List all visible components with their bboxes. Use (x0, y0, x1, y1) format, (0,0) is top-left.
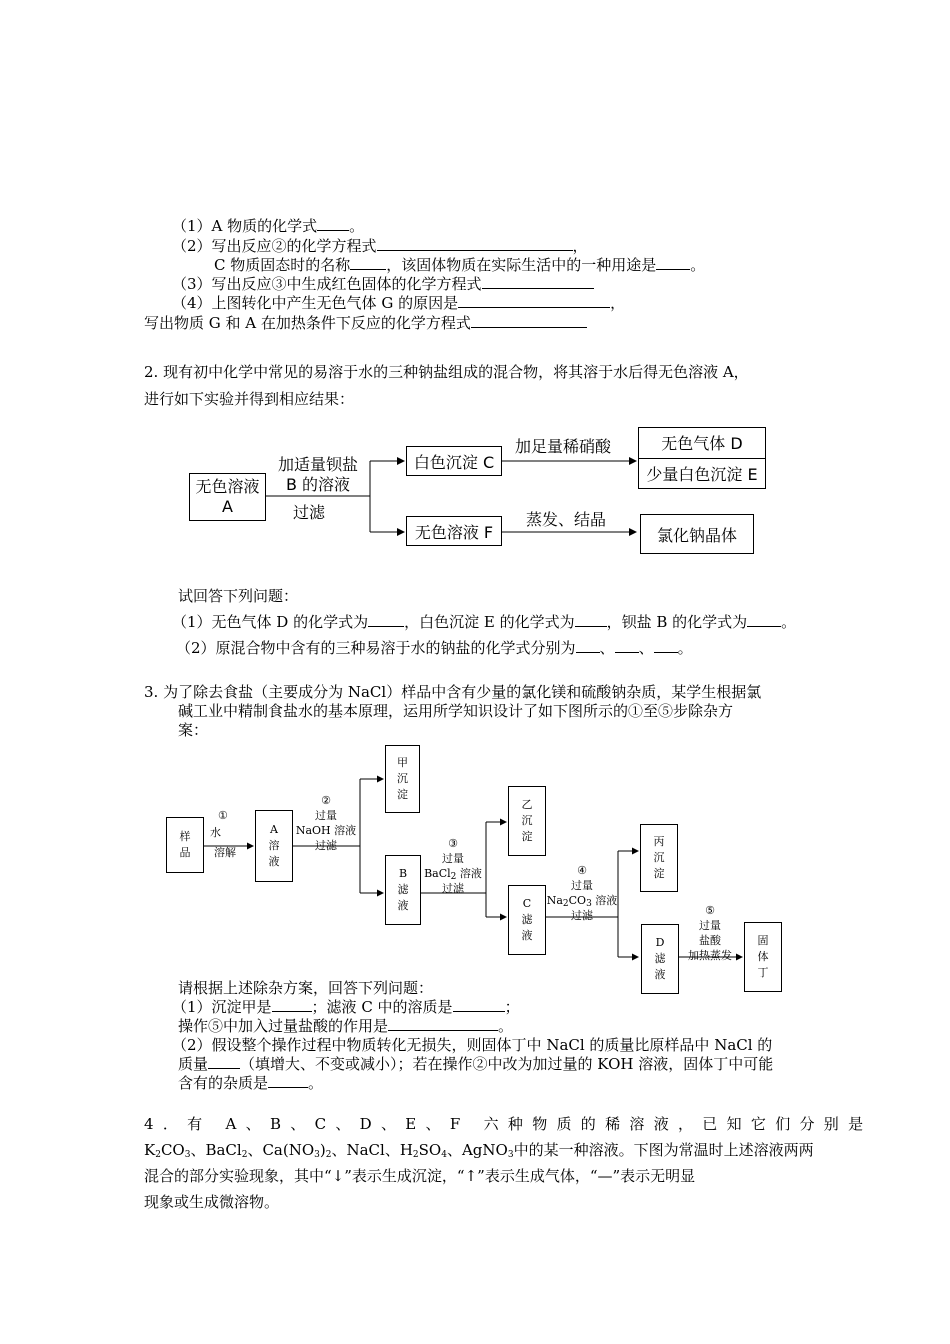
q1-line-4: （3）写出反应③中生成红色固体的化学方程式 (172, 274, 594, 294)
q3-ask: 请根据上述除杂方案，回答下列问题： (178, 979, 434, 997)
q2-intro-1: 2. 现有初中化学中常见的易溶于水的三种钠盐组成的混合物，将其溶于水后得无色溶液 A， (144, 363, 749, 381)
step-1-water: 水 (210, 826, 221, 839)
step-5-label: ⑤ 过量 盐酸 加热蒸发 (688, 904, 732, 962)
box-filtrate-c: C 滤 液 (508, 885, 546, 955)
box-sample: 样 品 (166, 817, 204, 873)
q3-intro-3: 案： (178, 721, 209, 739)
q1-line-2: （2）写出反应②的化学方程式 ， (172, 237, 588, 255)
answer-blank[interactable] (208, 1054, 240, 1069)
step-3-label: ③ 过量 BaCl$_2$ 溶液 过滤 (424, 837, 482, 895)
q2-ask: 试回答下列问题： (178, 587, 299, 605)
box-solution-a: 无色溶液 A (189, 473, 266, 521)
q1-line-5: （4）上图转化中产生无色气体 G 的原因是 ， (172, 294, 626, 312)
box-solution-a: A 溶 液 (255, 810, 293, 882)
q4-line-1: 4．有 A、B、C、D、E、F 六种物质的稀溶液，已知它们分别是 (144, 1115, 873, 1133)
box-precipitate-bing: 丙 沉 淀 (640, 824, 678, 892)
step-2-label: ② 过量 NaOH 溶液 过滤 (295, 794, 357, 852)
step-1-dissolve: 溶解 (214, 846, 236, 859)
q1-line-1: （1）A 物质的化学式 。 (172, 217, 365, 235)
q4-substance-list: $K_2CO_3$、BaCl$_2$、$Ca(NO_3)_2$、NaCl、$H_2SO_4$、AgNO$_3$ (144, 1141, 514, 1160)
step-4-label: ④ 过量 $Na_2CO_3$ 溶液 过滤 (546, 864, 618, 922)
box-sodium-chloride-crystal: 氯化钠晶体 (640, 514, 754, 554)
q2-part-1: （1）无色气体 D 的化学式为 ，白色沉淀 E 的化学式为 ，钡盐 B 的化学式为 。 (172, 613, 797, 631)
q3-part-1b: 操作⑤中加入过量盐酸的作用是 。 (178, 1017, 514, 1035)
q1-line-6: 写出物质 G 和 A 在加热条件下反应的化学方程式 (144, 313, 587, 333)
q2-part-2: （2）原混合物中含有的三种易溶于水的钠盐的化学式分别为 、 、 。 (176, 639, 693, 657)
q4-line-2: $K_2CO_3$、BaCl$_2$、$Ca(NO_3)_2$、NaCl、$H_2SO_4$、AgNO$_3$中的某一种溶液。下图为常温时上述溶液两两 (144, 1141, 814, 1160)
q2-intro-2: 进行如下实验并得到相应结果： (144, 390, 355, 408)
box-filtrate-d: D 滤 液 (641, 924, 679, 994)
q3-part-1: （1）沉淀甲是 ；滤液 C 中的溶质是 ； (172, 998, 520, 1016)
q1-line-3: C 物质固态时的名称 ，该固体物质在实际生活中的一种用途是 。 (214, 256, 706, 274)
step-add-barium-salt: 加适量钡盐 B 的溶液 (277, 455, 358, 494)
step-add-nitric-acid: 加足量稀硝酸 (514, 437, 611, 456)
answer-blank[interactable] (272, 997, 312, 1012)
q3-part-2c: 含有的杂质是 。 (178, 1074, 324, 1092)
box-solid-ding: 固 体 丁 (744, 922, 782, 992)
answer-blank[interactable] (453, 997, 505, 1012)
step-filter: 过滤 (292, 503, 325, 522)
box-colorless-solution-f: 无色溶液 F (406, 516, 502, 546)
box-white-precipitate-c: 白色沉淀 C (406, 446, 502, 476)
q3-intro-1: 3. 为了除去食盐（主要成分为 NaCl）样品中含有少量的氯化镁和硫酸钠杂质，某学生根据氯 (144, 683, 762, 701)
box-colorless-gas-d: 无色气体 D (639, 428, 765, 459)
answer-blank[interactable] (268, 1073, 308, 1088)
step-1-number: ① (218, 809, 228, 822)
box-precipitate-jia: 甲 沉 淀 (385, 745, 420, 813)
box-filtrate-b: B 滤 液 (385, 855, 421, 925)
box-precipitate-yi: 乙 沉 淀 (508, 786, 546, 856)
q4-line-3: 混合的部分实验现象，其中“↓”表示生成沉淀，“↑”表示生成气体，“—”表示无明显 (144, 1167, 696, 1185)
answer-blank[interactable] (388, 1016, 498, 1031)
box-white-precipitate-e: 少量白色沉淀 E (646, 464, 758, 484)
q3-part-2a: （2）假设整个操作过程中物质转化无损失，则固体丁中 NaCl 的质量比原样品中 NaCl 的 (172, 1036, 773, 1054)
q3-intro-2: 碱工业中精制食盐水的基本原理，运用所学知识设计了如下图所示的①至⑤步除杂方 (178, 702, 734, 720)
q3-part-2b: 质量 （填增大、不变或减小）；若在操作②中改为加过量的 KOH 溶液，固体丁中可能 (178, 1055, 774, 1073)
step-evaporate-crystallize: 蒸发、结晶 (525, 510, 606, 529)
q4-line-4: 现象或生成微溶物。 (144, 1193, 280, 1211)
